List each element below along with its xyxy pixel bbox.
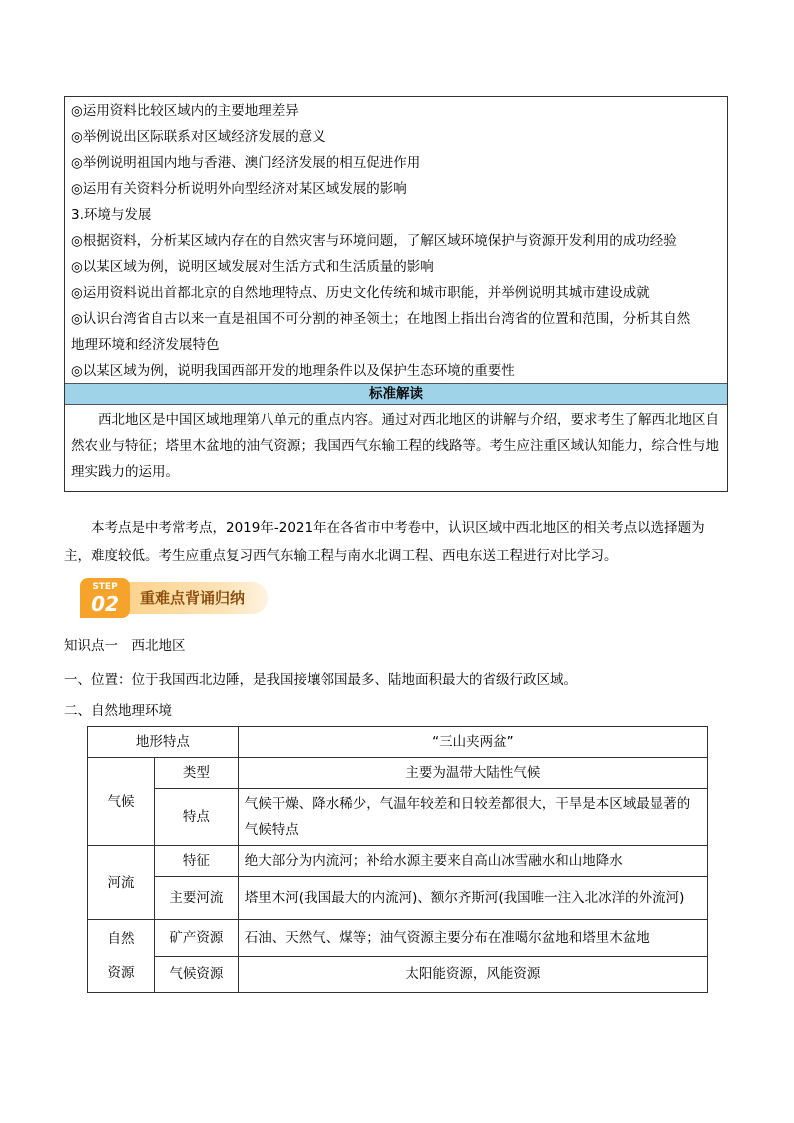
river-feature-value: 绝大部分为内流河；补给水源主要来自高山冰雪融水和山地降水 <box>238 846 707 877</box>
location-item: 一、位置：位于我国西北边陲，是我国接壤邻国最多、陆地面积最大的省级行政区域。 <box>64 672 577 688</box>
climate-type-value: 主要为温带大陆性气候 <box>238 758 707 789</box>
natural-geography-table <box>87 726 708 993</box>
river-feature-label: 特征 <box>154 846 238 877</box>
exam-note-paragraph: 本考点是中考常考点，2019年-2021年在各省市中考卷中，认识区域中西北地区的相关考点以选择题为主，难度较低。考生应重点复习西气东输工程与南水北调工程、西电东送工程进行对比学习。 <box>64 520 705 564</box>
standard-line: ◎举例说出区际联系对区域经济发展的意义 <box>71 129 326 145</box>
standard-line: ◎根据资料，分析某区域内存在的自然灾害与环境问题，了解区域环境保护与资源开发利用的成功经验 <box>71 233 677 249</box>
step-badge <box>80 578 130 618</box>
climate-resources-label: 气候资源 <box>154 956 238 993</box>
standard-line: ◎举例说明祖国内地与香港、澳门经济发展的相互促进作用 <box>71 155 421 171</box>
table-row <box>88 758 708 789</box>
terrain-label: 地形特点 <box>88 727 239 758</box>
standard-line: ◎运用有关资料分析说明外向型经济对某区域发展的影响 <box>71 181 407 197</box>
climate-type-label: 类型 <box>154 758 238 789</box>
knowledge-heading: 知识点一 西北地区 <box>64 638 186 654</box>
main-river-value: 塔里木河(我国最大的内流河)、额尔齐斯河(我国唯一注入北冰洋的外流河) <box>238 877 707 920</box>
terrain-value: “三山夹两盆” <box>238 727 707 758</box>
natural-resources-label: 自然 资源 <box>88 920 155 993</box>
mineral-resources-label: 矿产资源 <box>154 920 238 957</box>
table-row <box>88 727 708 758</box>
standard-interpretation-text: 西北地区是中国区域地理第八单元的重点内容。通过对西北地区的讲解与介绍，要求考生了解西北地区自然农业与特征；塔里木盆地的油气资源；我国西气东输工程的线路等。考生应注重区域认知能力，综合性与地理实践力的运用。 <box>71 412 719 480</box>
table-row <box>88 846 708 877</box>
table-row <box>88 956 708 993</box>
main-river-label: 主要河流 <box>154 877 238 920</box>
step-label: STEP <box>92 582 118 592</box>
standard-line: ◎以某区域为例，说明区域发展对生活方式和生活质量的影响 <box>71 259 434 275</box>
step-number: 02 <box>91 592 119 616</box>
river-label: 河流 <box>88 846 155 920</box>
table-row <box>88 877 708 920</box>
standard-line: 地理环境和经济发展特色 <box>71 337 220 353</box>
climate-resources-value: 太阳能资源，风能资源 <box>238 956 707 993</box>
step-title: 重难点背诵归纳 <box>122 582 268 614</box>
natural-env-item: 二、自然地理环境 <box>64 703 172 719</box>
table-row <box>88 920 708 957</box>
climate-feature-label: 特点 <box>154 789 238 846</box>
mineral-resources-value: 石油、天然气、煤等；油气资源主要分布在准噶尔盆地和塔里木盆地 <box>238 920 707 957</box>
step-banner <box>80 578 270 620</box>
section-heading: 3.环境与发展 <box>71 207 152 223</box>
standard-line: ◎认识台湾省自古以来一直是祖国不可分割的神圣领土；在地图上指出台湾省的位置和范围，分析其自然 <box>71 311 691 327</box>
climate-label: 气候 <box>88 758 155 846</box>
curriculum-standards-box <box>64 96 728 492</box>
climate-feature-value: 气候干燥、降水稀少，气温年较差和日较差都很大，干旱是本区域最显著的气候特点 <box>238 789 707 846</box>
standard-line: ◎运用资料说出首都北京的自然地理特点、历史文化传统和城市职能，并举例说明其城市建设成就 <box>71 285 650 301</box>
standard-interpretation-header: 标准解读 <box>65 383 727 405</box>
standard-line: ◎运用资料比较区域内的主要地理差异 <box>71 103 299 119</box>
table-row <box>88 789 708 846</box>
standard-line: ◎以某区域为例，说明我国西部开发的地理条件以及保护生态环境的重要性 <box>71 363 515 379</box>
